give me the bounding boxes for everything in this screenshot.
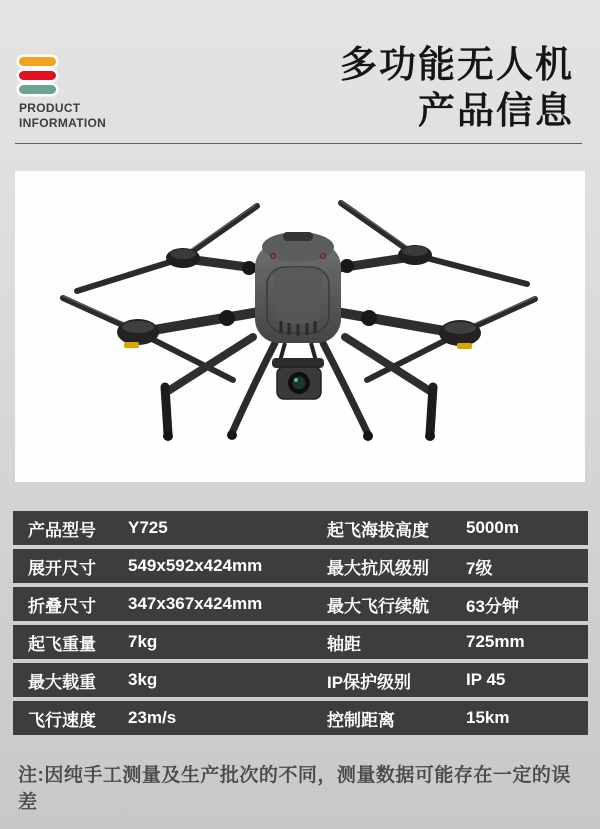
spec-value: IP 45 xyxy=(466,670,506,689)
page-title-line1: 多功能无人机 xyxy=(340,44,574,85)
spec-value: 725mm xyxy=(466,632,525,651)
drone-body xyxy=(255,232,341,343)
yellow-tag-left xyxy=(124,342,139,348)
spec-label: 起飞重量 xyxy=(28,634,96,654)
spec-value: 15km xyxy=(466,708,510,727)
drone-gimbal-camera xyxy=(272,343,324,399)
logo-bar-teal xyxy=(19,85,56,94)
spec-label: 轴距 xyxy=(327,634,361,654)
spec-value: 549x592x424mm xyxy=(128,556,263,575)
spec-value: 347x367x424mm xyxy=(128,594,263,613)
spec-label: 最大载重 xyxy=(28,672,96,692)
drone-image xyxy=(15,171,585,482)
logo-bar-red xyxy=(19,71,56,80)
logo-bar-orange xyxy=(19,57,56,66)
spec-row xyxy=(13,549,588,583)
spec-label: 最大飞行续航 xyxy=(327,596,429,616)
page-title-line2: 产品信息 xyxy=(418,90,574,131)
spec-row xyxy=(13,625,588,659)
spec-value: 23m/s xyxy=(128,708,177,727)
spec-label: 起飞海拔高度 xyxy=(327,520,429,540)
logo-caption-line1: PRODUCT xyxy=(19,101,81,115)
product-image-card xyxy=(15,171,585,482)
spec-label: 折叠尺寸 xyxy=(28,596,96,616)
spec-row xyxy=(13,587,588,621)
spec-label: 飞行速度 xyxy=(28,710,96,730)
spec-value: 63分钟 xyxy=(466,596,519,616)
spec-label: 产品型号 xyxy=(28,520,96,540)
spec-value: 3kg xyxy=(128,670,158,689)
spec-row xyxy=(13,663,588,697)
spec-value: Y725 xyxy=(128,518,168,537)
measurement-disclaimer: 注:因纯手工测量及生产批次的不同，测量数据可能存在一定的误差 xyxy=(18,765,571,813)
spec-row xyxy=(13,701,588,735)
page-title xyxy=(340,42,574,134)
spec-value: 7级 xyxy=(466,558,493,578)
yellow-tag-right xyxy=(457,343,472,349)
spec-value: 5000m xyxy=(466,518,519,537)
spec-label: 最大抗风级别 xyxy=(327,558,429,578)
spec-table xyxy=(13,511,588,735)
logo-caption-line2: INFORMATION xyxy=(19,115,107,130)
spec-value: 7kg xyxy=(128,632,158,651)
logo-caption xyxy=(19,101,106,130)
spec-row xyxy=(13,511,588,545)
spec-label: IP保护级别 xyxy=(327,672,412,692)
brand-logo xyxy=(19,57,56,99)
header-divider xyxy=(15,143,582,144)
spec-label: 展开尺寸 xyxy=(28,558,96,578)
spec-label: 控制距离 xyxy=(327,710,395,730)
